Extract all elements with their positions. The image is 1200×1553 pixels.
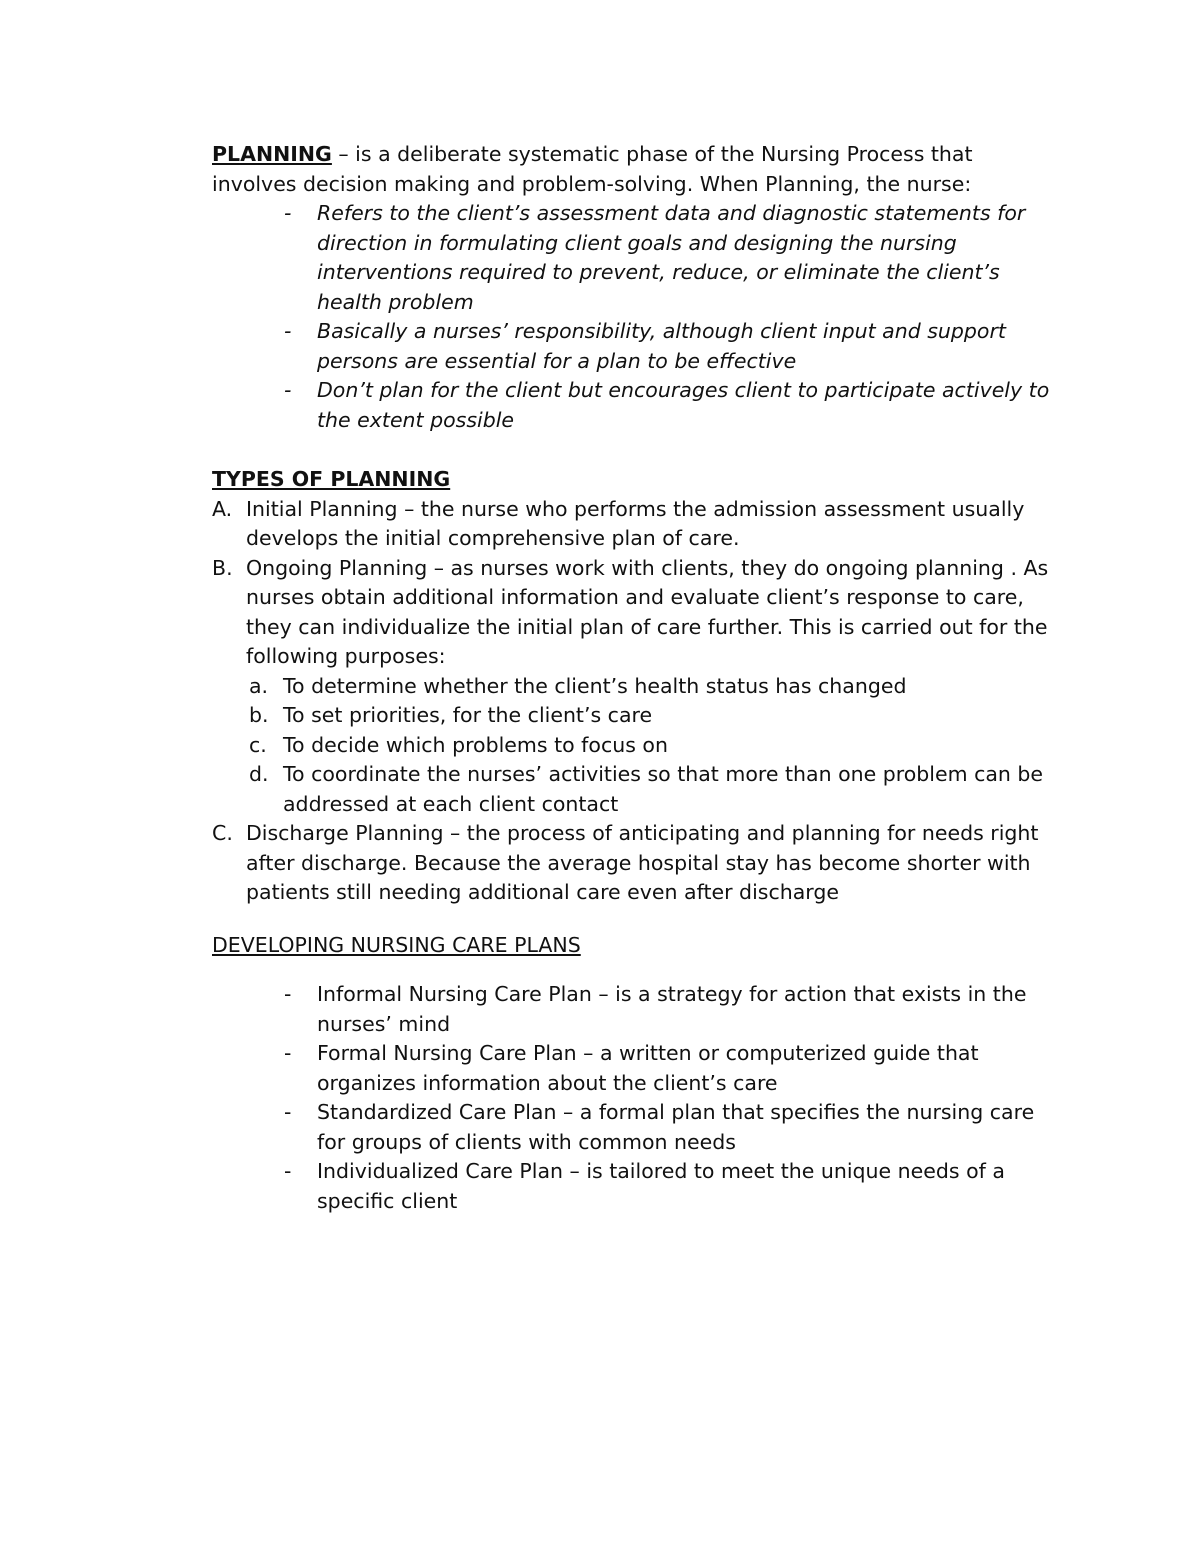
list-marker: d. xyxy=(249,762,269,786)
types-heading: TYPES OF PLANNING xyxy=(212,467,451,491)
list-item-text: To determine whether the client’s health status has changed xyxy=(283,673,907,698)
list-item xyxy=(212,1098,1060,1157)
list-item-text: To coordinate the nurses’ activities so that more than one problem can be addressed at each client contact xyxy=(283,762,1044,816)
list-item xyxy=(212,199,1060,317)
purposes-list xyxy=(212,672,1060,820)
list-marker: a. xyxy=(249,673,269,698)
list-item xyxy=(212,376,1060,435)
list-item xyxy=(212,1039,1060,1098)
list-item-text: Ongoing Planning – as nurses work with clients, they do ongoing planning . As nurses obtain additional information and evaluate client’s response to care, they can individualize the initial plan of care further. This is carried out for the following purposes: xyxy=(246,555,1049,668)
list-item-text: Initial Planning – the nurse who performs the admission assessment usually develops the initial comprehensive plan of care. xyxy=(246,496,1025,550)
planning-term: PLANNING xyxy=(212,142,332,166)
list-item-text: Formal Nursing Care Plan – a written or computerized guide that organizes information about the client’s care xyxy=(317,1041,979,1095)
list-item-text: Basically a nurses’ responsibility, although client input and support persons are essential for a plan to be effective xyxy=(317,319,1006,373)
dash-marker: - xyxy=(284,1041,292,1065)
planning-definition-text: – is a deliberate systematic phase of the Nursing Process that involves decision making and problem-solving. When Planning, the nurse: xyxy=(212,142,973,196)
list-marker: c. xyxy=(249,732,267,757)
list-item xyxy=(212,1157,1060,1216)
list-item xyxy=(212,980,1060,1039)
list-item-text: Refers to the client’s assessment data and diagnostic statements for direction in formulating client goals and designing the nursing interventions required to prevent, reduce, or eliminate the client’s health problem xyxy=(317,201,1026,314)
dash-marker: - xyxy=(284,1159,292,1183)
list-item xyxy=(212,672,1060,702)
dash-marker: - xyxy=(284,982,292,1006)
dash-marker: - xyxy=(284,201,292,225)
list-item-text: Individualized Care Plan – is tailored to meet the unique needs of a specific client xyxy=(317,1159,1005,1213)
list-item xyxy=(212,701,1060,731)
list-marker: b. xyxy=(249,703,269,727)
list-item-text: To set priorities, for the client’s care xyxy=(283,703,653,727)
dash-marker: - xyxy=(284,378,292,402)
list-item xyxy=(212,495,1060,554)
list-item xyxy=(212,760,1060,819)
list-marker: C. xyxy=(212,821,233,845)
list-marker: A. xyxy=(212,496,233,521)
list-item-text: To decide which problems to focus on xyxy=(283,732,668,757)
list-item-text: Informal Nursing Care Plan – is a strategy for action that exists in the nurses’ mind xyxy=(317,982,1027,1036)
dash-marker: - xyxy=(284,1100,292,1124)
list-item-text: Discharge Planning – the process of anticipating and planning for needs right after discharge. Because the average hospital stay has become shorter with patients still needing additional care even after discharge xyxy=(246,821,1039,904)
types-list xyxy=(212,495,1060,908)
list-item xyxy=(212,819,1060,908)
developing-bullets xyxy=(212,980,1060,1216)
list-marker: B. xyxy=(212,555,233,580)
list-item xyxy=(212,554,1060,820)
list-item-text: Don’t plan for the client but encourages client to participate actively to the extent possible xyxy=(317,378,1050,432)
list-item-text: Standardized Care Plan – a formal plan that specifies the nursing care for groups of clients with common needs xyxy=(317,1100,1035,1154)
list-item xyxy=(212,731,1060,761)
dash-marker: - xyxy=(284,319,292,343)
planning-bullets xyxy=(212,199,1060,435)
list-item xyxy=(212,317,1060,376)
developing-heading: DEVELOPING NURSING CARE PLANS xyxy=(212,932,581,957)
planning-definition xyxy=(212,140,1060,199)
